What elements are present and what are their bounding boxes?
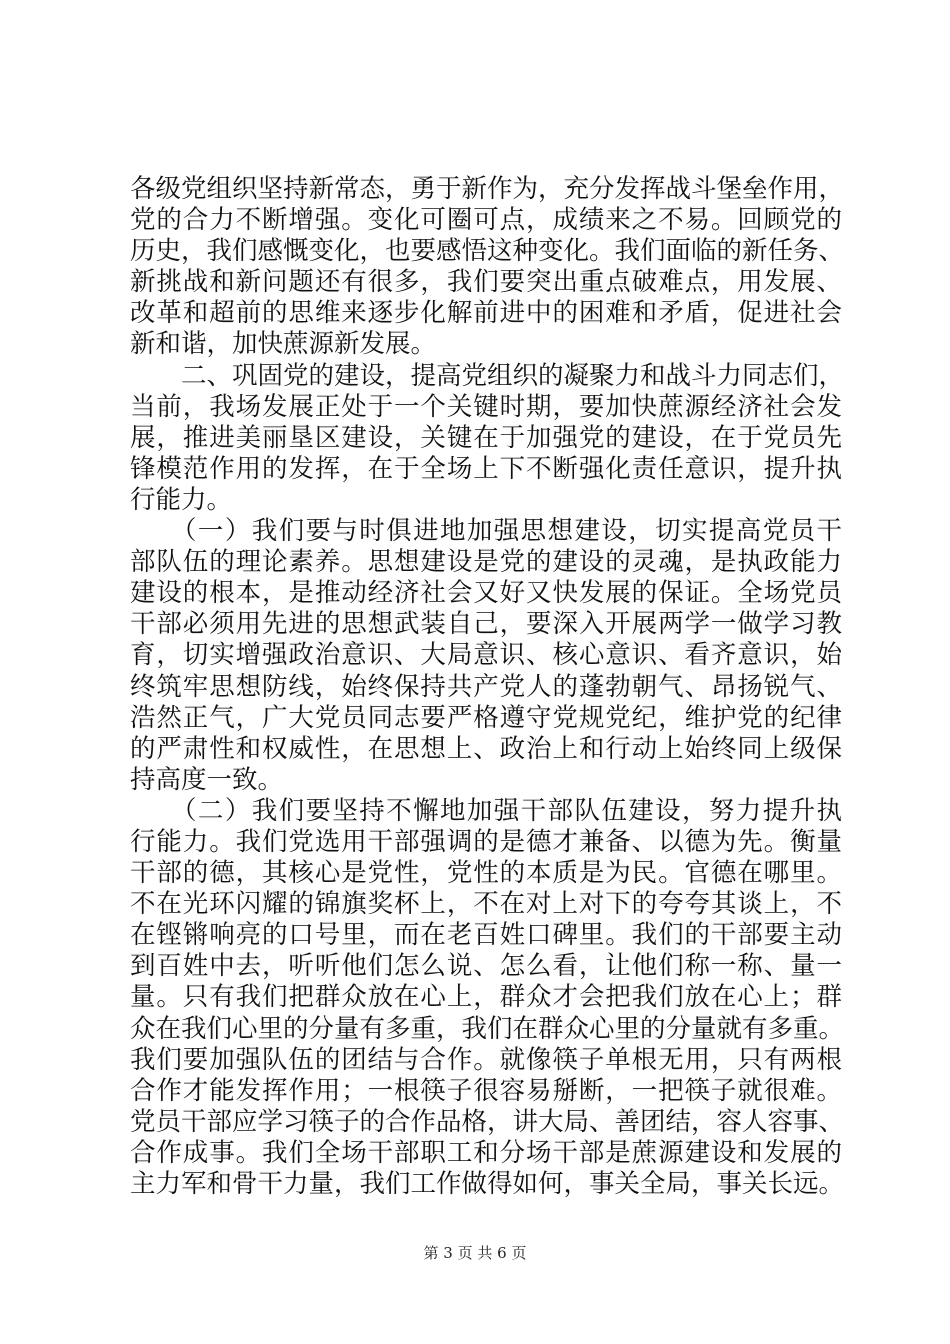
text-line: 众在我们心里的分量有多重，我们在群众心里的分量就有多重。 <box>130 1013 845 1044</box>
document-body <box>130 174 845 1200</box>
text-line: 行能力。 <box>130 484 233 515</box>
text-line: 的严肃性和权威性，在思想上、政治上和行动上始终同上级保 <box>130 733 842 764</box>
text-line: （二）我们要坚持不懈地加强干部队伍建设，努力提升执 <box>130 795 842 826</box>
text-line: 党员干部应学习筷子的合作品格，讲大局、善团结，容人容事、 <box>130 1106 845 1137</box>
text-line: 建设的根本，是推动经济社会又好又快发展的保证。全场党员 <box>130 578 842 609</box>
text-line: 到百姓中去，听听他们怎么说、怎么看，让他们称一称、量一 <box>130 951 842 982</box>
text-line: 合作成事。我们全场干部职工和分场干部是蔗源建设和发展的 <box>130 1137 842 1168</box>
text-line: 育，切实增强政治意识、大局意识、核心意识、看齐意识，始 <box>130 640 842 671</box>
text-line: 行能力。我们党选用干部强调的是德才兼备、以德为先。衡量 <box>130 826 842 857</box>
text-line: 浩然正气，广大党员同志要严格遵守党规党纪，维护党的纪律 <box>130 702 842 733</box>
text-line: 合作才能发挥作用；一根筷子很容易掰断，一把筷子就很难。 <box>130 1075 842 1106</box>
text-line: （一）我们要与时俱进地加强思想建设，切实提高党员干 <box>130 516 842 547</box>
text-line: 新和谐，加快蔗源新发展。 <box>130 329 437 360</box>
text-line: 党的合力不断增强。变化可圈可点，成绩来之不易。回顾党的 <box>130 205 842 236</box>
text-line: 量。只有我们把群众放在心上，群众才会把我们放在心上；群 <box>130 982 842 1013</box>
text-line: 我们要加强队伍的团结与合作。就像筷子单根无用，只有两根 <box>130 1044 842 1075</box>
text-line: 部队伍的理论素养。思想建设是党的建设的灵魂，是执政能力 <box>130 547 842 578</box>
text-line: 终筑牢思想防线，始终保持共产党人的蓬勃朝气、昂扬锐气、 <box>130 671 842 702</box>
text-line: 持高度一致。 <box>130 764 284 795</box>
text-line: 主力军和骨干力量，我们工作做得如何，事关全局，事关长远。 <box>130 1169 845 1199</box>
text-line: 展，推进美丽垦区建设，关键在于加强党的建设，在于党员先 <box>130 422 842 453</box>
text-line: 干部必须用先进的思想武装自己，要深入开展两学一做学习教 <box>130 609 842 640</box>
text-line: 当前，我场发展正处于一个关键时期，要加快蔗源经济社会发 <box>130 391 842 422</box>
text-line: 各级党组织坚持新常态，勇于新作为，充分发挥战斗堡垒作用， <box>130 174 845 204</box>
text-line: 历史，我们感慨变化，也要感悟这种变化。我们面临的新任务、 <box>130 236 845 267</box>
text-line: 二、巩固党的建设，提高党组织的凝聚力和战斗力同志们， <box>130 360 845 391</box>
text-line: 锋模范作用的发挥，在于全场上下不断强化责任意识，提升执 <box>130 453 842 484</box>
text-line: 在铿锵响亮的口号里，而在老百姓口碑里。我们的干部要主动 <box>130 920 842 951</box>
text-line: 改革和超前的思维来逐步化解前进中的困难和矛盾，促进社会 <box>130 298 842 329</box>
text-line: 不在光环闪耀的锦旗奖杯上，不在对上对下的夸夸其谈上，不 <box>130 889 842 920</box>
text-line: 干部的德，其核心是党性，党性的本质是为民。官德在哪里。 <box>130 858 842 889</box>
page-number-footer: 第 3 页 共 6 页 <box>423 1244 527 1262</box>
text-line: 新挑战和新问题还有很多，我们要突出重点破难点，用发展、 <box>130 267 842 298</box>
